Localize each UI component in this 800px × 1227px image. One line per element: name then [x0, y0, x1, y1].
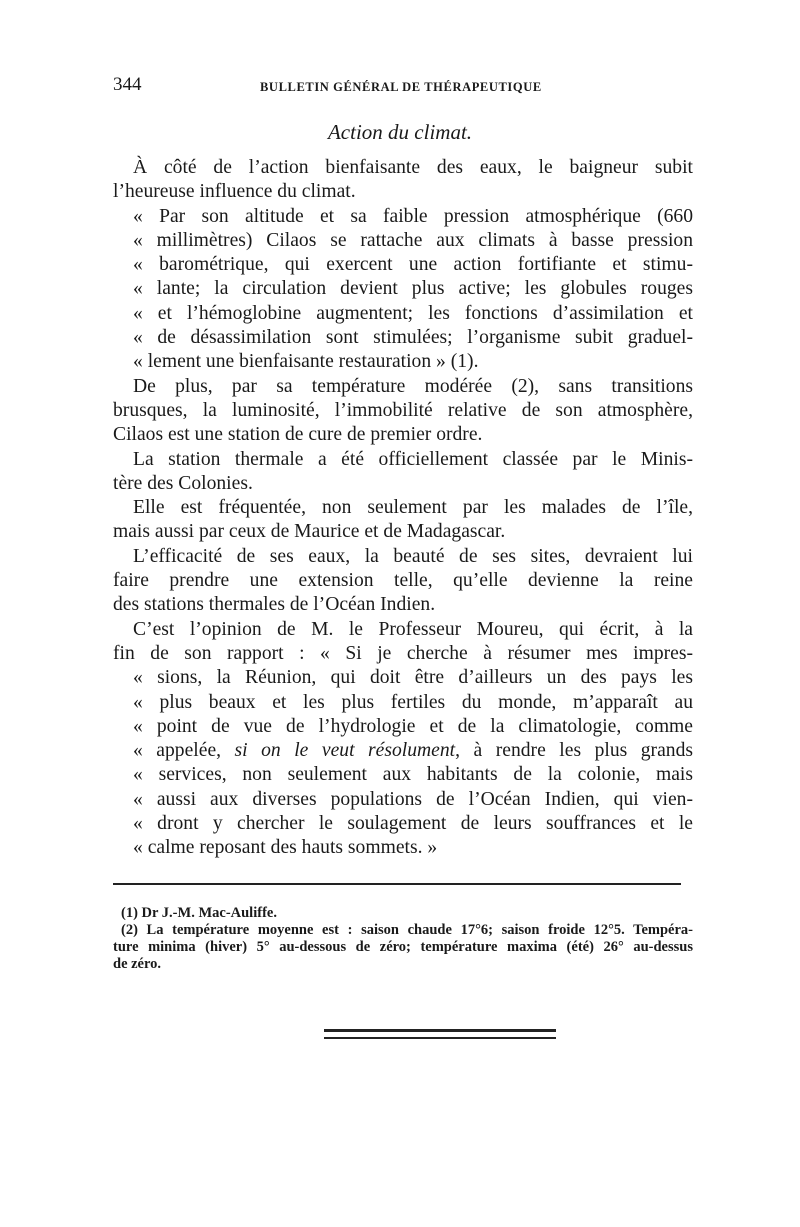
- text-line: L’efficacité de ses eaux, la beauté de ses sites, devraient lui: [133, 545, 693, 567]
- text-line: C’est l’opinion de M. le Professeur Moureu, qui écrit, à la: [133, 618, 693, 640]
- text-line: « calme reposant des hauts sommets. »: [133, 837, 438, 859]
- text-line: mais aussi par ceux de Maurice et de Madagascar.: [113, 521, 506, 543]
- text-line: Elle est fréquentée, non seulement par les malades de l’île,: [133, 497, 693, 519]
- text-line: brusques, la luminosité, l’immobilité relative de son atmosphère,: [113, 399, 693, 421]
- text-line: « de désassimilation sont stimulées; l’organisme subit graduel-: [133, 327, 693, 349]
- text-line: fin de son rapport : « Si je cherche à résumer mes impres-: [113, 642, 693, 664]
- text-line: « lement une bienfaisante restauration » (1).: [133, 351, 479, 373]
- running-title: BULLETIN GÉNÉRAL DE THÉRAPEUTIQUE: [260, 80, 542, 94]
- text-line: « sions, la Réunion, qui doit être d’ailleurs un des pays les: [133, 667, 693, 689]
- paragraph-1: [113, 156, 693, 205]
- footnote-2-cont: ture minima (hiver) 5° au-dessous de zéro; température maxima (été) 26° au-dessus: [113, 939, 693, 955]
- text-segment: « appelée,: [133, 740, 235, 762]
- text-line-with-italic: [113, 739, 693, 763]
- body-text: [113, 156, 693, 861]
- footnote-2-end: de zéro.: [113, 956, 162, 972]
- paragraph-7: [113, 618, 693, 861]
- text-line: « plus beaux et les plus fertiles du monde, m’apparaît au: [133, 691, 693, 713]
- text-line: tère des Colonies.: [113, 472, 253, 494]
- text-line: « point de vue de l’hydrologie et de la climatologie, comme: [133, 715, 693, 737]
- paragraph-4: [113, 448, 693, 497]
- paragraph-6: [113, 545, 693, 618]
- text-line: De plus, par sa température modérée (2), sans transitions: [133, 375, 693, 397]
- section-title: Action du climat.: [327, 120, 473, 144]
- text-line: « barométrique, qui exercent une action fortifiante et stimu-: [133, 254, 693, 276]
- text-line: faire prendre une extension telle, qu’elle devienne la reine: [113, 570, 693, 592]
- page-number: 344: [113, 74, 142, 95]
- footnote-1: (1) Dr J.-M. Mac-Auliffe.: [121, 905, 277, 921]
- italic-emphasis: si on le veut résolument: [234, 740, 456, 762]
- text-segment: , à rendre les plus grands: [455, 740, 693, 762]
- text-line: « millimètres) Cilaos se rattache aux climats à basse pression: [133, 229, 693, 251]
- page-header: [113, 74, 693, 98]
- text-line: « aussi aux diverses populations de l’Océan Indien, qui vien-: [133, 788, 693, 810]
- paragraph-5: [113, 496, 693, 545]
- text-line: La station thermale a été officiellement classée par le Minis-: [133, 448, 693, 470]
- text-line: « et l’hémoglobine augmentent; les fonctions d’assimilation et: [133, 302, 693, 324]
- text-line: « Par son altitude et sa faible pression atmosphérique (660: [133, 205, 693, 227]
- text-line: Cilaos est une station de cure de premier ordre.: [113, 424, 483, 446]
- footnote-2: (2) La température moyenne est : saison chaude 17°6; saison froide 12°5. Tempéra-: [121, 922, 693, 938]
- text-line: « lante; la circulation devient plus active; les globules rouges: [133, 278, 693, 300]
- end-rule: [324, 1037, 556, 1039]
- text-line: « services, non seulement aux habitants de la colonie, mais: [133, 764, 693, 786]
- paragraph-2: [113, 205, 693, 375]
- text-line: « dront y chercher le soulagement de leurs souffrances et le: [133, 813, 693, 835]
- text-line: À côté de l’action bienfaisante des eaux, le baigneur subit: [133, 157, 693, 178]
- text-line: des stations thermales de l’Océan Indien.: [113, 594, 436, 616]
- footnotes: [113, 905, 693, 973]
- paragraph-3: [113, 375, 693, 448]
- text-line: l’heureuse influence du climat.: [113, 181, 356, 203]
- footnote-separator: [113, 883, 681, 885]
- end-rule: [324, 1029, 556, 1032]
